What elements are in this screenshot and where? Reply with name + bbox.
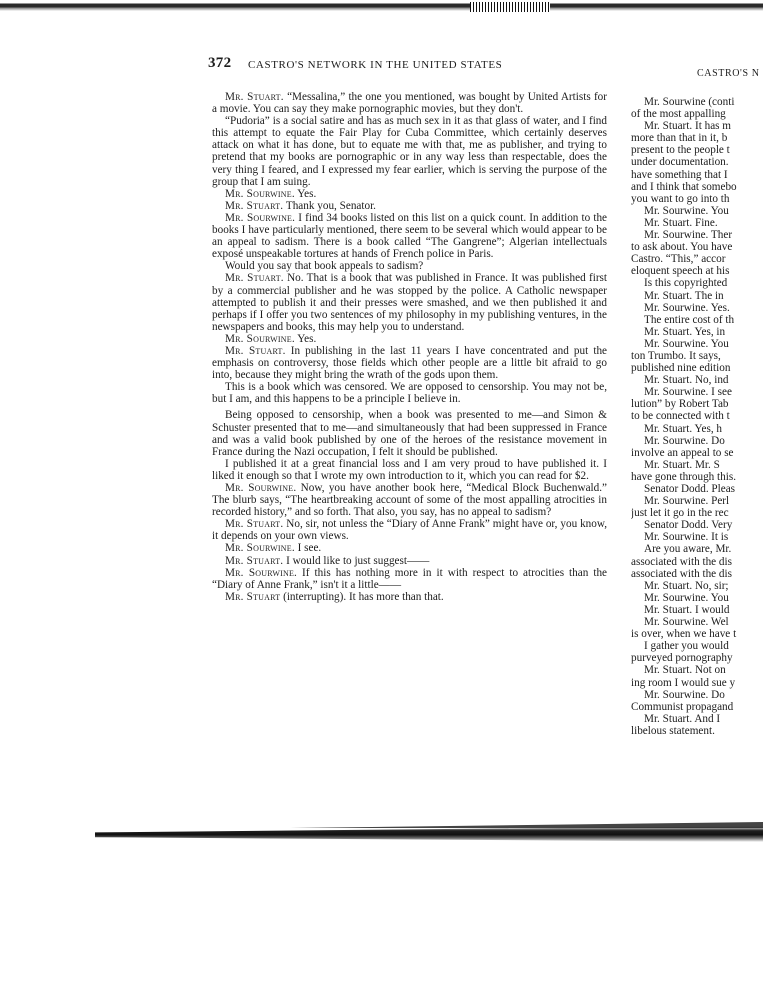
speaker-name: Mr. Stuart. xyxy=(225,91,284,103)
paragraph-text: (interrupting). It has more than that. xyxy=(280,590,444,603)
text-line: Mr. Stuart. Yes, in xyxy=(644,325,726,338)
text-line: Mr. Stuart. And I xyxy=(644,712,721,725)
paragraph xyxy=(212,381,607,405)
paragraph-text: This is a book which was censored. We are opposed to censorship. You may not be, but I am, and this happens to be a principle I believe in. xyxy=(212,381,607,406)
text-line: Mr. Stuart. Yes, h xyxy=(644,422,723,435)
paragraph xyxy=(212,409,607,457)
text-line: purveyed pornography xyxy=(631,652,733,665)
text-line: libelous statement. xyxy=(631,724,715,737)
text-line: I gather you would xyxy=(644,640,729,653)
text-line: Mr. Sourwine. It is xyxy=(644,531,729,544)
running-title: CASTRO'S NETWORK IN THE UNITED STATES xyxy=(248,59,503,71)
paragraph xyxy=(212,333,607,345)
speaker-name: Mr. Stuart xyxy=(225,590,281,603)
speaker-name: Mr. Stuart. xyxy=(225,518,284,531)
paragraph xyxy=(212,188,607,200)
text-line: Mr. Stuart. Not on xyxy=(644,664,726,677)
text-line: Mr. Sourwine. You xyxy=(644,591,729,604)
text-line: to ask about. You have xyxy=(631,241,733,254)
speaker-name: Mr. Sourwine. xyxy=(225,332,295,345)
text-line: Mr. Sourwine. Do xyxy=(644,434,725,447)
text-line: published nine edition xyxy=(631,362,731,375)
text-line: Mr. Stuart. It has m xyxy=(644,120,732,133)
paragraph xyxy=(212,212,607,260)
text-line: Senator Dodd. Very xyxy=(644,519,733,532)
paragraph-text: Yes. xyxy=(294,332,317,345)
text-line: eloquent speech at his xyxy=(631,265,730,278)
paragraph xyxy=(212,458,607,482)
paragraph-text: I published it at a great financial loss and I am very proud to have published it. I liked it enough so that I wrote my own introduction to it, which you can read for $2. xyxy=(212,457,607,482)
text-line: and I think that somebo xyxy=(631,180,737,193)
scan-top-border xyxy=(0,0,763,14)
paragraph-text: I find 34 books listed on this list on a quick count. In addition to the books I have particularly mentioned, there seem to be several which would appear to be an appeal to sadism. There is a book called “The Gangrene”; Algerian intellectuals exposé unspeakable tortures at hands of French police in Paris. xyxy=(212,211,607,261)
paragraph-text: No. That is a book that was published in France. It was published first by a commercial publisher and he was stopped by the police. A Catholic newspaper attempted to publish it and their presses were smashed, and we then published it and perhaps if I offer you two sentences of my philosophy in my publishing ventures, in the newspapers and books, this may help you to understand. xyxy=(212,272,608,333)
text-line: to be connected with t xyxy=(631,410,730,423)
right-page-running-title: CASTRO'S N xyxy=(697,68,760,79)
text-line: Mr. Sourwine. Yes. xyxy=(644,301,730,314)
paragraph-text: No, sir, not unless the “Diary of Anne Frank” might have or, you know, it depends on your own views. xyxy=(212,518,607,543)
text-line: Castro. “This,” accor xyxy=(631,253,726,266)
paragraph-text: Thank you, Senator. xyxy=(283,199,376,212)
text-line: Mr. Stuart. The in xyxy=(644,289,724,302)
paragraph xyxy=(212,555,607,567)
speaker-name: Mr. Stuart. xyxy=(225,199,284,212)
paragraph-text: I see. xyxy=(294,542,322,555)
paragraph xyxy=(212,272,607,332)
text-line: Are you aware, Mr. xyxy=(644,543,732,556)
text-line: Mr. Sourwine. Ther xyxy=(644,229,733,242)
text-line: Communist propagand xyxy=(631,700,734,713)
text-line: Mr. Stuart. I would xyxy=(644,603,730,616)
paragraph-text: Would you say that book appeals to sadism? xyxy=(225,260,424,273)
text-line: ton Trumbo. It says, xyxy=(631,349,721,362)
paragraph xyxy=(212,345,607,381)
paragraph-text: Yes. xyxy=(294,187,317,200)
text-line: under documentation. xyxy=(631,156,729,169)
speaker-name: Mr. Sourwine. xyxy=(225,542,295,555)
text-line: present to the people t xyxy=(631,144,730,157)
text-line: associated with the dis xyxy=(631,555,732,568)
text-line: Is this copyrighted xyxy=(644,277,728,290)
speaker-name: Mr. Sourwine. xyxy=(225,211,296,224)
paragraph-text: Now, you have another book here, “Medical Block Buchenwald.” The blurb says, “The heartbreaking account of some of the most appalling atrocities in recorded history,” and so forth. That also, you say, has no appeal to sadism? xyxy=(212,482,608,519)
scan-artifact xyxy=(470,2,550,12)
text-line: is over, when we have t xyxy=(631,628,737,641)
text-line: Mr. Sourwine. You xyxy=(644,204,729,217)
speaker-name: Mr. Stuart. xyxy=(225,554,284,567)
text-line: Mr. Sourwine. Perl xyxy=(644,495,730,508)
text-line: have gone through this. xyxy=(631,470,737,483)
text-line: associated with the dis xyxy=(631,567,732,580)
paragraph-text: If this has nothing more in it with respect to atrocities than the “Diary of Anne Frank,” isn't it a little—— xyxy=(212,566,607,591)
text-line: you want to go into th xyxy=(631,192,730,205)
text-line: ing room I would sue y xyxy=(631,676,736,689)
paragraph xyxy=(212,482,607,518)
text-line: involve an appeal to se xyxy=(631,446,734,459)
text-line: Mr. Sourwine. I see xyxy=(644,386,732,399)
text-line: Mr. Sourwine. You xyxy=(644,337,729,350)
paragraph-text: Being opposed to censorship, when a book was presented to me—and Simon & Schuster presented that to me—and simultaneously that had been suppressed in France and was a valid book published by one of the heroes of the resistance movement in France during the Nazi occupation, I felt it should be published. xyxy=(212,409,607,458)
left-column-text xyxy=(212,91,607,603)
paragraph xyxy=(212,518,607,542)
paragraph xyxy=(212,115,607,188)
text-line: Mr. Stuart. Fine. xyxy=(644,216,718,229)
paragraph xyxy=(212,200,607,212)
speaker-name: Mr. Sourwine. xyxy=(225,566,298,579)
text-line: Mr. Stuart. No, sir; xyxy=(644,579,729,592)
text-line: lution” by Robert Tab xyxy=(631,398,729,411)
text-line: Mr. Sourwine (conti xyxy=(644,96,735,108)
right-column-text xyxy=(631,96,763,737)
paragraph xyxy=(212,91,607,115)
speaker-name: Mr. Stuart. xyxy=(225,272,284,285)
text-line: more than that in it, b xyxy=(631,132,728,145)
paragraph-text: “Pudoria” is a social satire and has as much sex in it as that glass of water, and I find this attempt to equate the Fair Play for Cuba Committee, which certainly deserves attack on what it has done, but to equate me with that, me as publisher, and trying to pretend that my books are pornographic or in any way less than respectable, does the very thing I feared, and I expressed my fear earlier, which is serving the purpose of the group that I am suing. xyxy=(212,115,607,188)
text-line: Mr. Stuart. Mr. S xyxy=(644,458,720,471)
scan-bottom-smear xyxy=(95,826,763,842)
paragraph xyxy=(212,591,607,603)
text-line: have something that I xyxy=(631,168,728,181)
speaker-name: Mr. Stuart. xyxy=(225,344,286,357)
paragraph-text: In publishing in the last 11 years I have concentrated and put the emphasis on controversy, those fields which other people are a little bit afraid to go into, because they might bring the wrath of the gods upon them. xyxy=(212,344,608,382)
text-line: The entire cost of th xyxy=(644,313,735,326)
speaker-name: Mr. Sourwine. xyxy=(225,482,297,494)
text-line: Mr. Sourwine. Wel xyxy=(644,616,729,629)
text-line: just let it go in the rec xyxy=(631,507,729,520)
text-line: Mr. Stuart. No, ind xyxy=(644,374,729,387)
paragraph xyxy=(212,260,607,272)
paragraph xyxy=(212,542,607,554)
page-number: 372 xyxy=(208,55,232,71)
paragraph xyxy=(212,567,607,591)
text-line: of the most appalling xyxy=(631,108,726,121)
paragraph-text: “Messalina,” the one you mentioned, was bought by United Artists for a movie. You can say they make pornographic movies, but they don't. xyxy=(212,91,608,116)
paragraph-text: I would like to just suggest—— xyxy=(283,554,430,567)
text-line: Senator Dodd. Pleas xyxy=(644,483,736,495)
text-line: Mr. Sourwine. Do xyxy=(644,688,725,701)
speaker-name: Mr. Sourwine. xyxy=(225,187,295,200)
